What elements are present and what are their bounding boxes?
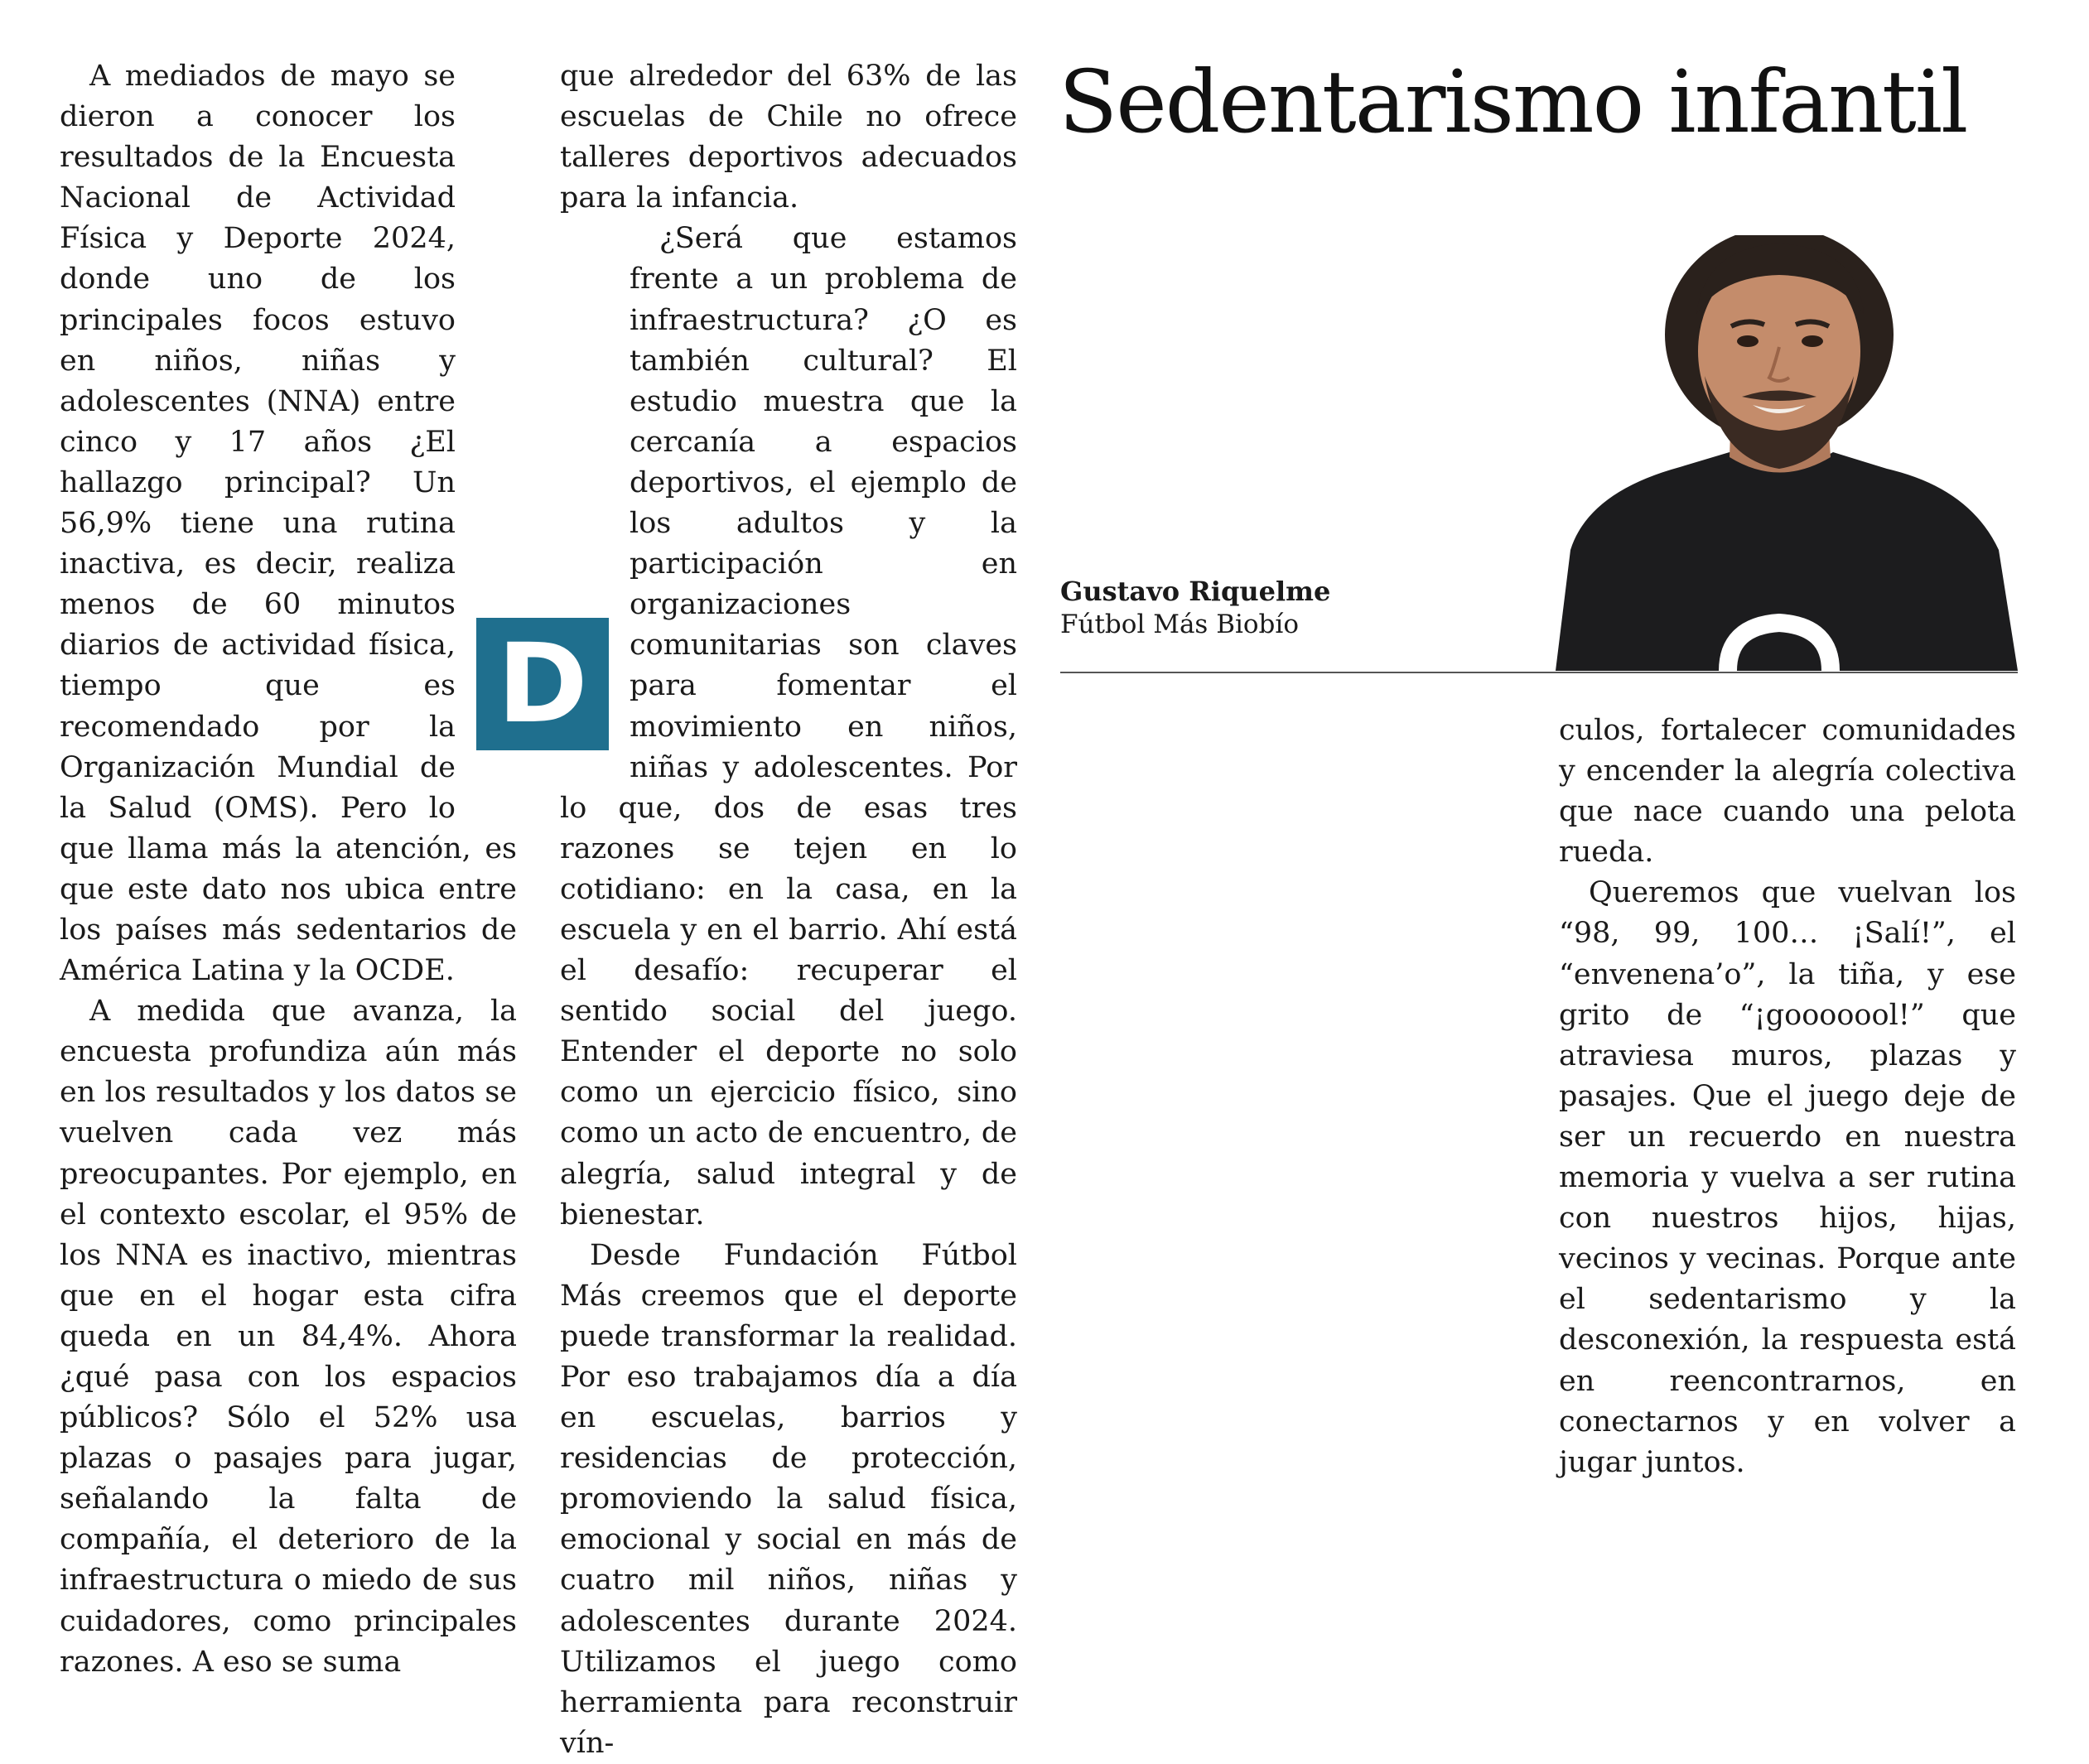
drop-cap: D [476, 618, 609, 750]
article-headline: Sedentarismo infantil [1059, 51, 1967, 152]
paragraph: Queremos que vuelvan los “98, 99, 100… ¡Salí!”, el “envenena’o”, la tiña, y ese grito de “¡gooooool!” que atraviesa muros, plazas y pasajes. Que el juego deje de ser un recuerdo en nuestra memoria y vuelva a ser rutina con nuestros hijos, hijas, vecinos y vecinas. Porque ante el sedentarismo y la desconexión, la respuesta está en reencontrarnos, en conectarnos y en volver a jugar juntos. [1559, 876, 2016, 1479]
author-organization: Fútbol Más Biobío [1060, 610, 1299, 639]
author-photo [1539, 235, 2018, 671]
paragraph: A medida que avanza, la encuesta profundiza aún más en los resultados y los datos se vuelven cada vez más preocupantes. Por ejemplo, en el contexto escolar, el 95% de los NNA es inactivo, mientras que en el hogar esta cifra queda en un 84,4%. Ahora ¿qué pasa con los espacios públicos? Sólo el 52% usa plazas o pasajes para jugar, señalando la falta de compañía, el deterioro de la infraestructura o miedo de sus cuidadores, como principales razones. A eso se suma [60, 995, 517, 1679]
paragraph: ¿Será que estamos frente a un problema de infraestructura? ¿O es también cultural? El estudio muestra que la cercanía a espacios deportivos, el ejemplo de los adultos y la participación en organizaciones comunitarias son claves para fomentar el movimiento en niños, niñas y adolescentes. Por lo que, dos de esas tres razones se tejen en lo cotidiano: en la casa, en la escuela y en el barrio. Ahí está el desafío: recuperar el sentido social del juego. Entender el deporte no solo como un ejercicio físico, sino como un acto de encuentro, de alegría, salud integral y de bienestar. [560, 222, 1017, 1231]
paragraph: A mediados de mayo se dieron a conocer los resultados de la Encuesta Nacional de Actividad Física y Deporte 2024, donde uno de los principales focos estuvo en niños, niñas y adolescentes (NNA) entre cinco y 17 años ¿El hallazgo principal? Un 56,9% tiene una rutina inactiva, es decir, realiza menos de 60 minutos diarios de actividad física, tiempo que es recomendado por la Organización Mundial de la Salud (OMS). Pero lo que llama más la atención, es que este dato nos ubica entre los países más sedentarios de América Latina y la OCDE. [60, 60, 517, 988]
article-column-2 [560, 56, 1017, 1764]
paragraph: que alrededor del 63% de las escuelas de Chile no ofrece talleres deportivos adecuados para la infancia. [560, 60, 1017, 215]
paragraph: Desde Fundación Fútbol Más creemos que el deporte puede transformar la realidad. Por eso trabajamos día a día en escuelas, barrios y residencias de protección, promoviendo la salud física, emocional y social en más de cuatro mil niños, niñas y adolescentes durante 2024. Utilizamos el juego como herramienta para reconstruir vín- [560, 1238, 1017, 1760]
divider [1060, 672, 2018, 673]
author-name: Gustavo Riquelme [1060, 576, 1331, 607]
paragraph: culos, fortalecer comunidades y encender la alegría colectiva que nace cuando una pelota rueda. [1559, 714, 2016, 870]
article-column-3 [1559, 711, 2016, 1483]
article-column-1 [60, 56, 517, 1683]
